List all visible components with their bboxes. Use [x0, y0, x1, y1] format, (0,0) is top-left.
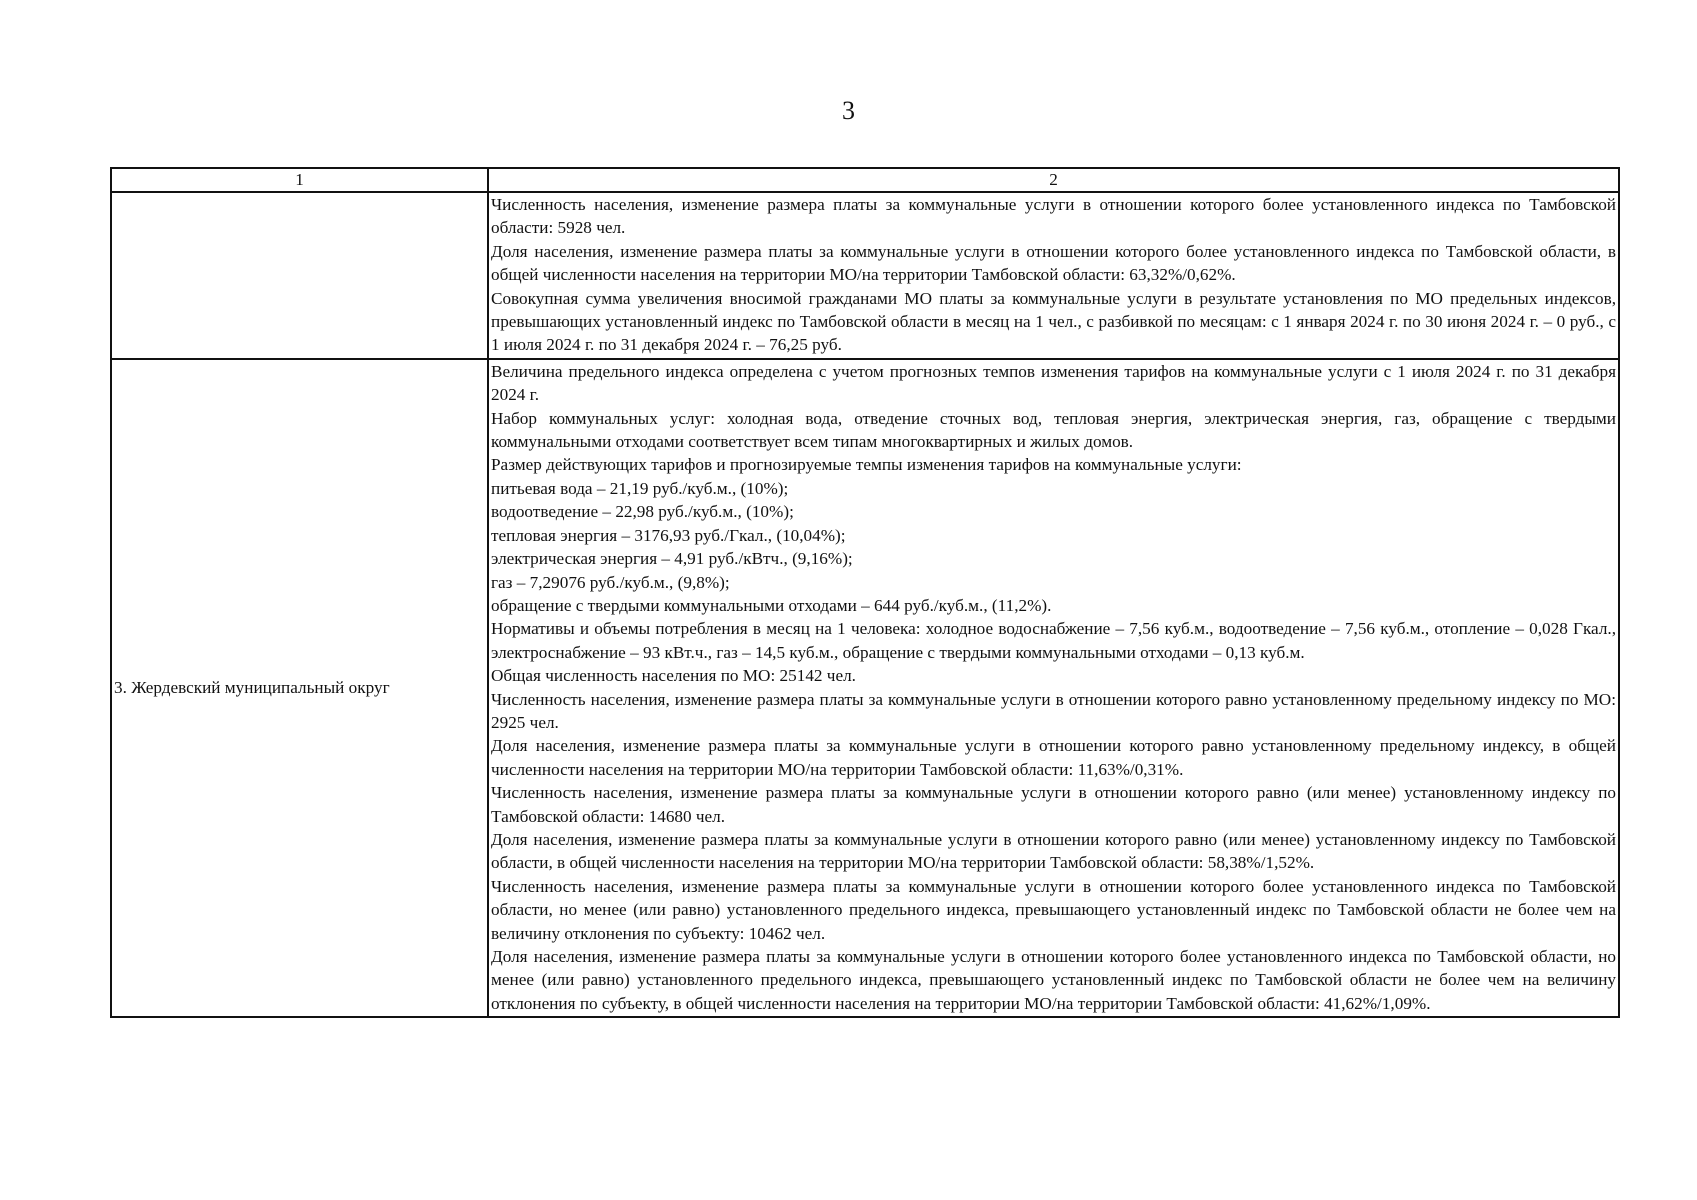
- paragraph: Численность населения, изменение размера платы за коммунальные услуги в отношении которого более установленного индекса по Тамбовской области, но менее (или равно) установленного предельного индекса, превышающего установленный индекс по Тамбовской области не более чем на величину отклонения по субъекту: 10462 чел.: [491, 876, 1616, 943]
- paragraph: Доля населения, изменение размера платы за коммунальные услуги в отношении которого более установленного индекса по Тамбовской области, в общей численности населения на территории МО/на территории Тамбовской области: 63,32%/0,62%.: [491, 241, 1616, 285]
- table-row: [111, 192, 1619, 359]
- paragraph: Набор коммунальных услуг: холодная вода, отведение сточных вод, тепловая энергия, электрическая энергия, газ, обращение с твердыми коммунальными отходами соответствует всем типам многоквартирных и жилых домов.: [491, 408, 1616, 452]
- tariff-line: электрическая энергия – 4,91 руб./кВтч., (9,16%);: [491, 549, 853, 569]
- table-header-row: [111, 168, 1619, 192]
- table-row: [111, 359, 1619, 1017]
- tariff-line: водоотведение – 22,98 руб./куб.м., (10%);: [491, 502, 794, 522]
- paragraph: Доля населения, изменение размера платы за коммунальные услуги в отношении которого равно установленному предельному индексу, в общей численности населения на территории МО/на территории Тамбовской области: 11,63%/0,31%.: [491, 736, 1616, 779]
- paragraph: Численность населения, изменение размера платы за коммунальные услуги в отношении которого равно установленному предельному индексу по МО: 2925 чел.: [491, 689, 1616, 732]
- tariff-line: обращение с твердыми коммунальными отходами – 644 руб./куб.м., (11,2%).: [491, 595, 1052, 615]
- column-header-2: 2: [488, 168, 1619, 192]
- content-cell: [488, 192, 1619, 359]
- paragraph: Нормативы и объемы потребления в месяц на 1 человека: холодное водоснабжение – 7,56 куб.м., водоотведение – 7,56 куб.м., отопление – 0,028 Гкал., электроснабжение – 93 кВт.ч., газ – 14,5 куб.м., обращение с твердыми коммунальными отходами – 0,13 куб.м.: [491, 619, 1616, 662]
- tariff-line: газ – 7,29076 руб./куб.м., (9,8%);: [491, 572, 730, 592]
- content-cell: [488, 359, 1619, 1017]
- paragraph: Доля населения, изменение размера платы за коммунальные услуги в отношении которого более установленного индекса по Тамбовской области, но менее (или равно) установленного предельного индекса, превышающего установленный индекс по Тамбовской области не более чем на величину отклонения по субъекту, в общей численности населения на территории МО/на территории Тамбовской области: 41,62%/1,09%.: [491, 947, 1616, 1013]
- paragraph: Численность населения, изменение размера платы за коммунальные услуги в отношении которого равно (или менее) установленному индексу по Тамбовской области: 14680 чел.: [491, 783, 1616, 826]
- column-header-1: 1: [111, 168, 488, 192]
- paragraph: Численность населения, изменение размера платы за коммунальные услуги в отношении которого более установленного индекса по Тамбовской области: 5928 чел.: [491, 195, 1616, 238]
- page-number: 3: [842, 96, 855, 125]
- paragraph: Общая численность населения по МО: 25142 чел.: [491, 666, 856, 686]
- tariff-line: питьевая вода – 21,19 руб./куб.м., (10%);: [491, 478, 789, 498]
- paragraph: Совокупная сумма увеличения вносимой гражданами МО платы за коммунальные услуги в результате установления по МО предельных индексов, превышающих установленный индекс по Тамбовской области в месяц на 1 чел., с разбивкой по месяцам: с 1 января 2024 г. по 30 июня 2024 г. – 0 руб., с 1 июля 2024 г. по 31 декабря 2024 г. – 76,25 руб.: [491, 288, 1616, 355]
- region-cell: [111, 192, 488, 359]
- tariff-line: тепловая энергия – 3176,93 руб./Гкал., (10,04%);: [491, 525, 846, 545]
- paragraph: Доля населения, изменение размера платы за коммунальные услуги в отношении которого равно (или менее) установленному индексу по Тамбовской области, в общей численности населения на территории МО/на территории Тамбовской области: 58,38%/1,52%.: [491, 829, 1616, 873]
- paragraph: Размер действующих тарифов и прогнозируемые темпы изменения тарифов на коммунальные услуги:: [491, 455, 1242, 475]
- paragraph: Величина предельного индекса определена с учетом прогнозных темпов изменения тарифов на коммунальные услуги с 1 июля 2024 г. по 31 декабря 2024 г.: [491, 361, 1616, 405]
- tariff-table: [110, 167, 1620, 1018]
- region-cell: 3. Жердевский муниципальный округ: [111, 359, 488, 1017]
